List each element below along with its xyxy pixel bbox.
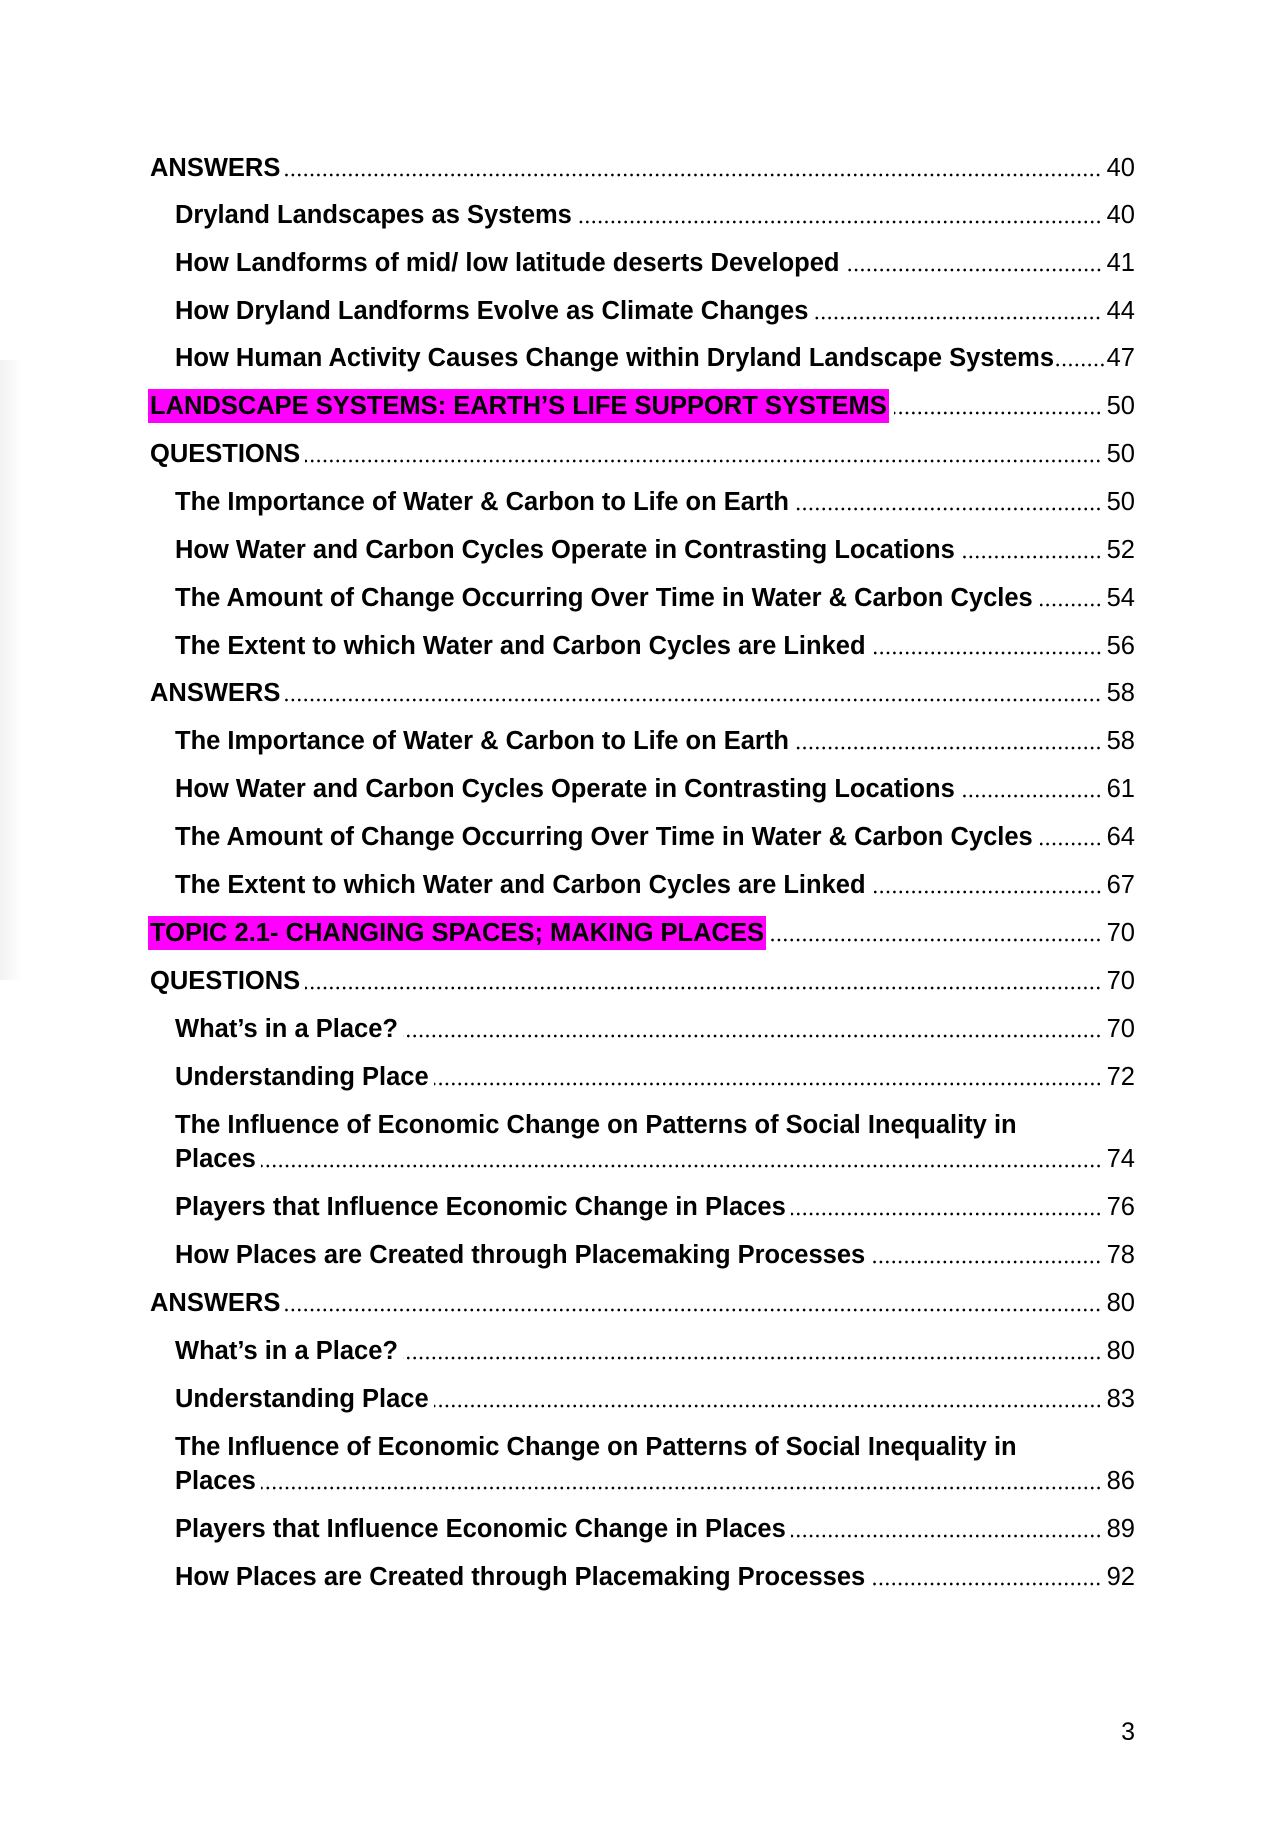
toc-entry-title: What’s in a Place?: [175, 1015, 398, 1043]
dot-leader: [285, 697, 1101, 703]
toc-entry[interactable]: [175, 1430, 1135, 1498]
dot-leader: [871, 650, 1102, 656]
page-number: 3: [1121, 1718, 1135, 1746]
dot-leader: [894, 410, 1102, 416]
dot-leader: [870, 1581, 1101, 1587]
toc-entry-title: QUESTIONS: [150, 440, 301, 468]
dot-leader: [403, 1355, 1102, 1361]
toc-entry-title: The Amount of Change Occurring Over Time in Water & Carbon Cycles: [175, 584, 1033, 612]
toc-entry-title: How Water and Carbon Cycles Operate in Contrasting Locations: [175, 775, 955, 803]
toc-entry-title: How Landforms of mid/ low latitude deserts Developed: [175, 249, 840, 277]
toc-entry-title: ANSWERS: [150, 154, 281, 182]
toc-entry[interactable]: [175, 533, 1135, 567]
toc-entry-page: 70: [1106, 967, 1135, 995]
dot-leader: [771, 937, 1102, 943]
dot-leader: [813, 315, 1101, 321]
toc-entry-title: Players that Influence Economic Change in Places: [175, 1193, 786, 1221]
toc-section-heading[interactable]: [148, 389, 1135, 423]
toc-entry-page: 80: [1106, 1289, 1135, 1317]
toc-entry-page: 50: [1106, 488, 1135, 516]
toc-entry-page: 64: [1106, 823, 1135, 851]
toc-entry-title: ANSWERS: [150, 1289, 281, 1317]
toc-entry-title: How Dryland Landforms Evolve as Climate Changes: [175, 297, 809, 325]
toc-entry-title: The Importance of Water & Carbon to Life on Earth: [175, 727, 789, 755]
toc-entry-title: Understanding Place: [175, 1063, 429, 1091]
dot-leader: [434, 1403, 1102, 1409]
toc-entry[interactable]: [175, 724, 1135, 758]
toc-entry[interactable]: [175, 1512, 1135, 1546]
toc-entry-page: 92: [1106, 1563, 1135, 1591]
toc-entry-page: 70: [1106, 919, 1135, 947]
toc-entry-page: 47: [1106, 344, 1135, 372]
toc-entry-title: Dryland Landscapes as Systems: [175, 201, 572, 229]
toc-entry-title: ANSWERS: [150, 679, 281, 707]
toc-entry-title: Understanding Place: [175, 1385, 429, 1413]
toc-entry[interactable]: [175, 1560, 1135, 1594]
toc-entry-page: 58: [1106, 727, 1135, 755]
toc-entry[interactable]: [175, 820, 1135, 854]
toc-entry-title: Players that Influence Economic Change in Places: [175, 1515, 786, 1543]
toc-entry-page: 70: [1106, 1015, 1135, 1043]
toc-entry[interactable]: [150, 676, 1135, 710]
toc-entry-page: 50: [1106, 440, 1135, 468]
dot-leader: [403, 1033, 1102, 1039]
toc-entry[interactable]: [150, 151, 1135, 185]
dot-leader: [261, 1163, 1102, 1169]
dot-leader: [285, 172, 1101, 178]
dot-leader: [434, 1081, 1102, 1087]
toc-entry-page: 67: [1106, 871, 1135, 899]
dot-leader: [871, 889, 1102, 895]
dot-leader: [960, 793, 1102, 799]
toc-entry-page: 52: [1106, 536, 1135, 564]
dot-leader: [870, 1259, 1101, 1265]
toc-entry[interactable]: [150, 964, 1135, 998]
dot-leader: [960, 554, 1102, 560]
toc-entry[interactable]: [150, 1286, 1135, 1320]
toc-entry-title-continued: Places: [175, 1467, 256, 1495]
toc-entry-page: 76: [1106, 1193, 1135, 1221]
toc-entry-page: 41: [1106, 249, 1135, 277]
toc-entry-page: 86: [1106, 1467, 1135, 1495]
toc-entry-title: How Places are Created through Placemaking Processes: [175, 1241, 866, 1269]
dot-leader: [1038, 602, 1102, 608]
toc-entry[interactable]: [175, 294, 1135, 328]
toc-entry-page: 50: [1106, 392, 1135, 420]
toc-entry-title: QUESTIONS: [150, 967, 301, 995]
toc-entry[interactable]: [175, 868, 1135, 902]
dot-leader: [305, 985, 1101, 991]
toc-entry-page: 78: [1106, 1241, 1135, 1269]
toc-entry-page: 72: [1106, 1063, 1135, 1091]
dot-leader: [794, 745, 1102, 751]
toc-entry-title: How Human Activity Causes Change within Dryland Landscape Systems: [175, 344, 1055, 372]
toc-entry-title: The Amount of Change Occurring Over Time in Water & Carbon Cycles: [175, 823, 1033, 851]
dot-leader: [261, 1485, 1102, 1491]
toc-entry-title: How Places are Created through Placemaking Processes: [175, 1563, 866, 1591]
toc-entry-title: The Extent to which Water and Carbon Cycles are Linked: [175, 632, 866, 660]
toc-entry-page: 58: [1106, 679, 1135, 707]
dot-leader: [305, 458, 1101, 464]
scan-edge-shadow: [0, 360, 22, 980]
dot-leader: [791, 1211, 1102, 1217]
toc-entry[interactable]: [175, 485, 1135, 519]
toc-entry[interactable]: [175, 198, 1135, 232]
toc-entry-title: What’s in a Place?: [175, 1337, 398, 1365]
toc-entry-page: 74: [1106, 1145, 1135, 1173]
toc-entry-title: The Influence of Economic Change on Patterns of Social Inequality in: [175, 1433, 1017, 1461]
dot-leader: [791, 1533, 1102, 1539]
toc-entry-page: 89: [1106, 1515, 1135, 1543]
toc-entry[interactable]: [175, 1334, 1135, 1368]
toc-entry[interactable]: [175, 772, 1135, 806]
toc-entry[interactable]: [175, 1238, 1135, 1272]
dot-leader: [845, 267, 1102, 273]
toc-entry[interactable]: [175, 1190, 1135, 1224]
toc-entry-page: 61: [1106, 775, 1135, 803]
toc-entry-title-continued: Places: [175, 1145, 256, 1173]
dot-leader: [577, 219, 1102, 225]
toc-entry-title: The Importance of Water & Carbon to Life on Earth: [175, 488, 789, 516]
toc-entry-page: 40: [1106, 201, 1135, 229]
toc-entry-page: 83: [1106, 1385, 1135, 1413]
toc-entry-page: 56: [1106, 632, 1135, 660]
toc-entry-page: 80: [1106, 1337, 1135, 1365]
toc-entry[interactable]: [175, 341, 1135, 375]
toc-entry-page: 54: [1106, 584, 1135, 612]
dot-leader: [794, 506, 1102, 512]
toc-entry-page: 40: [1106, 154, 1135, 182]
toc-section-title: TOPIC 2.1- CHANGING SPACES; MAKING PLACES: [148, 916, 766, 950]
toc-entry-title: The Extent to which Water and Carbon Cycles are Linked: [175, 871, 866, 899]
toc-entry[interactable]: [175, 246, 1135, 280]
toc-entry-page: 44: [1106, 297, 1135, 325]
toc-entry[interactable]: [175, 1382, 1135, 1416]
toc-section-title: LANDSCAPE SYSTEMS: EARTH’S LIFE SUPPORT SYSTEMS: [148, 389, 889, 423]
toc-entry-title: How Water and Carbon Cycles Operate in Contrasting Locations: [175, 536, 955, 564]
toc-entry[interactable]: [175, 1012, 1135, 1046]
dot-leader: [1038, 841, 1102, 847]
toc-entry[interactable]: [150, 437, 1135, 471]
toc-section-heading[interactable]: [148, 916, 1135, 950]
toc-entry[interactable]: [175, 581, 1135, 615]
toc-entry[interactable]: [175, 1108, 1135, 1176]
toc-entry-title: The Influence of Economic Change on Patterns of Social Inequality in: [175, 1111, 1017, 1139]
dot-leader: [1055, 362, 1106, 368]
dot-leader: [285, 1307, 1101, 1313]
toc-entry[interactable]: [175, 629, 1135, 663]
toc-entry[interactable]: [175, 1060, 1135, 1094]
